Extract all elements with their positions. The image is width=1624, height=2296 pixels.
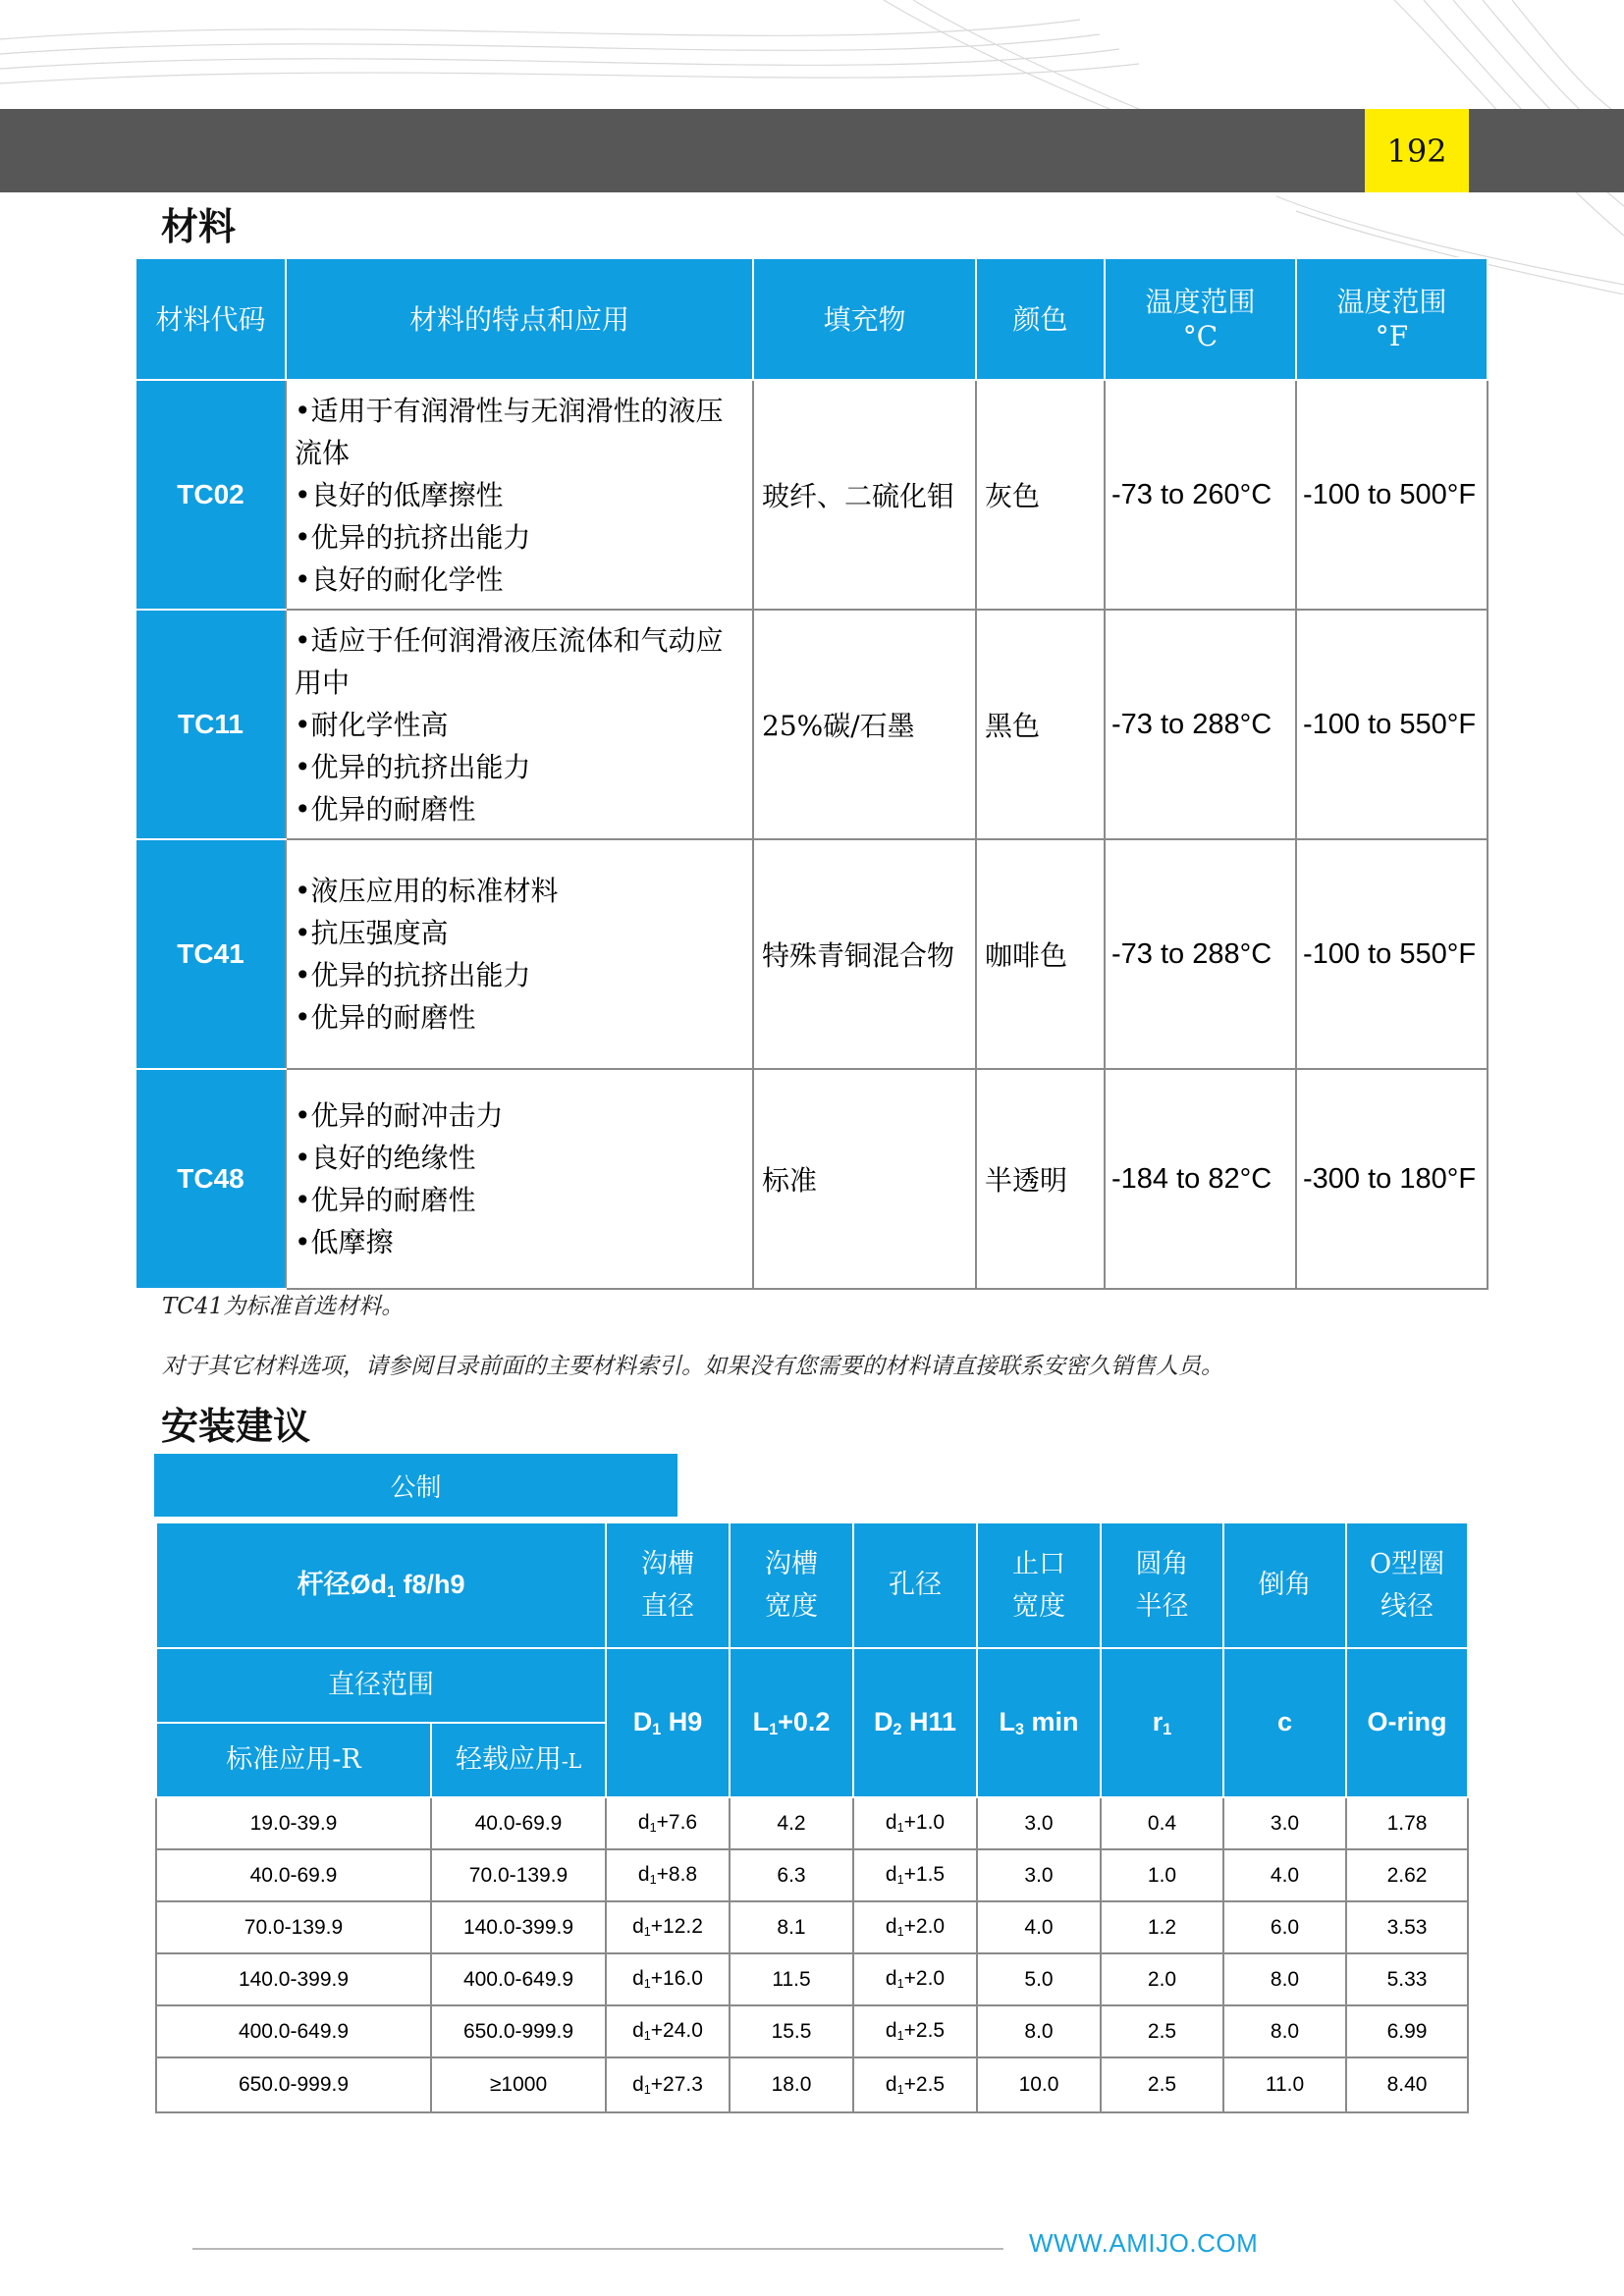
cell-d1-post: +8.8 [656,1863,698,1887]
cell-d2 [853,1849,977,1901]
cell-d2-post: +2.0 [903,1967,946,1991]
cell-c: 6.0 [1223,1901,1346,1953]
material-row [135,1069,1488,1289]
material-temp-c: -73 to 288°C [1105,839,1296,1069]
cell-d1 [606,1849,730,1901]
cell-oring: 1.78 [1346,1797,1468,1849]
cell-standard: 19.0-39.9 [156,1797,431,1849]
header-groove-width [730,1522,853,1648]
l1-tail: +0.2 [778,1707,831,1737]
header-material-code: 材料代码 [135,258,286,380]
material-temp-f: -100 to 550°F [1296,839,1488,1069]
materials-note-contact: 对于其它材料选项，请参阅目录前面的主要材料索引。如果没有您需要的材料请直接联系安密久销售人员。 [162,1354,1223,1379]
cell-oring: 2.62 [1346,1849,1468,1901]
installation-table [155,1522,1469,2113]
feature-line: •适用于有润滑性与无润滑性的液压 [295,394,724,427]
cell-l3: 8.0 [977,2005,1101,2057]
cell-d1-pre: d [632,2019,644,2043]
material-filler: 25%碳/石墨 [753,610,976,839]
cell-standard: 400.0-649.9 [156,2005,431,2057]
cell-d1-pre: d [632,1967,644,1991]
cell-light: 70.0-139.9 [431,1849,606,1901]
groove-diameter-line1: 沟槽 [641,1548,695,1579]
cell-d2 [853,1901,977,1953]
header-filler: 填充物 [753,258,976,380]
header-l1 [730,1648,853,1797]
feature-line: •耐化学性高 [295,708,449,741]
feature-line: 流体 [295,436,351,469]
cell-d1-sub: 1 [643,2083,651,2098]
cell-l3: 4.0 [977,1901,1101,1953]
d1-tail: H9 [661,1707,703,1737]
cell-d1-post: +7.6 [656,1811,698,1835]
stop-width-line2: 宽度 [1012,1591,1066,1622]
material-temp-c: -184 to 82°C [1105,1069,1296,1289]
cell-l3: 3.0 [977,1849,1101,1901]
cell-c: 8.0 [1223,1953,1346,2005]
material-code: TC11 [135,610,286,839]
d2-sub: 2 [893,1721,902,1739]
feature-line: •液压应用的标准材料 [295,875,559,907]
material-color: 灰色 [976,380,1105,610]
d2-tail: H11 [901,1707,957,1737]
cell-d1 [606,1901,730,1953]
cell-c: 3.0 [1223,1797,1346,1849]
cell-d2-pre: d [885,1967,897,1991]
l3-main: L [999,1707,1015,1737]
cell-d1-pre: d [632,1915,644,1939]
cell-d2-pre: d [885,1915,897,1939]
feature-line: •优异的抗挤出能力 [295,520,531,554]
cell-d2 [853,1953,977,2005]
material-temp-c: -73 to 288°C [1105,610,1296,839]
cell-c: 8.0 [1223,2005,1346,2057]
material-temp-f: -300 to 180°F [1296,1069,1488,1289]
header-oring-section [1346,1522,1468,1648]
cell-d1-sub: 1 [643,1977,651,1992]
header-c: c [1223,1648,1346,1797]
header-temp-c [1105,258,1296,380]
feature-line: •低摩擦 [295,1226,394,1258]
groove-width-line1: 沟槽 [765,1548,819,1579]
cell-standard: 140.0-399.9 [156,1953,431,2005]
groove-diameter-line2: 直径 [641,1591,695,1622]
feature-line: •优异的抗挤出能力 [295,959,531,991]
cell-d1-post: +16.0 [650,1967,703,1991]
r1-sub: 1 [1163,1721,1172,1739]
table-row [156,1901,1468,1953]
cell-c: 11.0 [1223,2057,1346,2112]
material-row [135,610,1488,839]
cell-c: 4.0 [1223,1849,1346,1901]
installation-header-row [156,1522,1468,1648]
material-color: 咖啡色 [976,839,1105,1069]
material-code: TC41 [135,839,286,1069]
table-row [156,2057,1468,2112]
header-stop-width [977,1522,1101,1648]
cell-d2-sub: 1 [896,1821,904,1836]
cell-oring: 6.99 [1346,2005,1468,2057]
material-features [286,610,753,839]
cell-oring: 5.33 [1346,1953,1468,2005]
cell-oring: 8.40 [1346,2057,1468,2112]
cell-d2-post: +2.0 [903,1915,946,1939]
cell-d2-post: +2.5 [903,2072,946,2096]
cell-r1: 1.2 [1101,1901,1223,1953]
material-filler: 标准 [753,1069,976,1289]
material-filler: 玻纤、二硫化钼 [753,380,976,610]
feature-line: •良好的低摩擦性 [295,478,504,511]
cell-r1: 0.4 [1101,1797,1223,1849]
fillet-radius-line2: 半径 [1135,1591,1189,1622]
header-temp-f-line1: 温度范围 [1336,286,1447,318]
material-features [286,839,753,1069]
rod-diameter-sub: 1 [386,1583,396,1602]
header-chamfer: 倒角 [1223,1522,1346,1648]
cell-l1: 15.5 [730,2005,853,2057]
d2-main: D [873,1707,893,1737]
cell-d1-post: +24.0 [650,2019,703,2043]
cell-d2-pre: d [885,2072,897,2096]
cell-l1: 18.0 [730,2057,853,2112]
header-rod-diameter [156,1522,606,1648]
material-temp-f: -100 to 500°F [1296,380,1488,610]
cell-l3: 3.0 [977,1797,1101,1849]
material-code: TC02 [135,380,286,610]
feature-line: •优异的耐磨性 [295,1001,476,1034]
rod-diameter-suffix: f8/h9 [396,1570,465,1600]
cell-light: 650.0-999.9 [431,2005,606,2057]
cell-d2-pre: d [885,1863,897,1887]
stop-width-line1: 止口 [1012,1548,1066,1579]
feature-line: •优异的耐磨性 [295,792,476,826]
cell-d1-pre: d [632,2072,644,2096]
material-row [135,380,1488,610]
material-temp-c: -73 to 260°C [1105,380,1296,610]
feature-line: •适应于任何润滑液压流体和气动应 [295,623,724,657]
r1-main: r [1152,1707,1164,1737]
materials-note-preferred: TC41为标准首选材料。 [162,1294,405,1319]
l3-tail: min [1024,1707,1079,1737]
header-l3-min [977,1648,1101,1797]
light-app-main: 轻载应用 [455,1744,562,1776]
header-standard-application: 标准应用-R [156,1723,431,1797]
cell-d1-sub: 1 [649,1821,657,1836]
footer-website-link[interactable]: WWW.AMIJO.COM [1029,2228,1259,2258]
header-bore: 孔径 [853,1522,977,1648]
cell-d2-sub: 1 [896,1977,904,1992]
material-row [135,839,1488,1069]
cell-d1 [606,2057,730,2112]
header-temp-f-line2: °F [1375,320,1409,352]
cell-d2 [853,1797,977,1849]
header-groove-diameter [606,1522,730,1648]
cell-d2-sub: 1 [896,2029,904,2044]
feature-line: •优异的耐磨性 [295,1184,476,1216]
cell-d2 [853,2057,977,2112]
cell-d2-pre: d [885,2019,897,2043]
header-temp-c-line2: °C [1182,320,1218,352]
oring-section-line2: 线径 [1380,1591,1435,1622]
cell-light: ≥1000 [431,2057,606,2112]
header-diameter-range: 直径范围 [156,1648,606,1723]
footer-divider [192,2248,1003,2250]
cell-d1-pre: d [637,1863,650,1887]
header-color: 颜色 [976,258,1105,380]
header-features: 材料的特点和应用 [286,258,753,380]
cell-d1-sub: 1 [649,1873,657,1888]
header-d1-h9 [606,1648,730,1797]
cell-l1: 4.2 [730,1797,853,1849]
material-filler: 特殊青铜混合物 [753,839,976,1069]
cell-light: 40.0-69.9 [431,1797,606,1849]
feature-line: •良好的耐化学性 [295,562,504,596]
feature-line: •良好的绝缘性 [295,1142,476,1174]
material-features [286,380,753,610]
table-row [156,2005,1468,2057]
cell-l3: 5.0 [977,1953,1101,2005]
cell-d1-sub: 1 [643,2029,651,2044]
feature-line: •抗压强度高 [295,917,449,949]
header-oring: O-ring [1346,1648,1468,1797]
cell-light: 140.0-399.9 [431,1901,606,1953]
material-color: 半透明 [976,1069,1105,1289]
installation-title: 安装建议 [161,1404,311,1448]
cell-d1-pre: d [637,1811,650,1835]
cell-d2-sub: 1 [896,1925,904,1940]
material-temp-f: -100 to 550°F [1296,610,1488,839]
cell-l1: 11.5 [730,1953,853,2005]
cell-r1: 1.0 [1101,1849,1223,1901]
cell-r1: 2.5 [1101,2005,1223,2057]
installation-subheader-row [156,1648,1468,1723]
cell-standard: 650.0-999.9 [156,2057,431,2112]
material-color: 黑色 [976,610,1105,839]
cell-d1-post: +27.3 [650,2072,703,2096]
fillet-radius-line1: 圆角 [1135,1548,1189,1579]
cell-d2 [853,2005,977,2057]
cell-l3: 10.0 [977,2057,1101,2112]
cell-d2-post: +1.5 [903,1863,946,1887]
cell-d2-post: +1.0 [903,1811,946,1835]
table-row [156,1953,1468,2005]
groove-width-line2: 宽度 [765,1591,819,1622]
header-d2-h11 [853,1648,977,1797]
cell-d1 [606,2005,730,2057]
material-code: TC48 [135,1069,286,1289]
light-app-suffix: -L [561,1749,582,1774]
d1-sub: 1 [652,1721,662,1739]
cell-r1: 2.0 [1101,1953,1223,2005]
metric-tab[interactable]: 公制 [154,1454,677,1517]
oring-section-line1: O型圈 [1369,1548,1445,1579]
cell-d2-sub: 1 [896,1873,904,1888]
feature-line: •优异的抗挤出能力 [295,750,531,783]
page-number: 192 [1365,109,1469,192]
cell-d2-pre: d [885,1811,897,1835]
cell-l1: 8.1 [730,1901,853,1953]
d1-main: D [632,1707,653,1737]
material-features [286,1069,753,1289]
l3-sub: 3 [1015,1721,1025,1739]
cell-d1 [606,1953,730,2005]
cell-oring: 3.53 [1346,1901,1468,1953]
cell-d1 [606,1797,730,1849]
l1-sub: 1 [769,1721,779,1739]
cell-d1-sub: 1 [643,1925,651,1940]
cell-l1: 6.3 [730,1849,853,1901]
rod-diameter-prefix: 杆径Ød [297,1570,387,1600]
l1-main: L [752,1707,770,1737]
cell-d2-post: +2.5 [903,2019,946,2043]
cell-standard: 70.0-139.9 [156,1901,431,1953]
cell-r1: 2.5 [1101,2057,1223,2112]
table-row [156,1797,1468,1849]
cell-d2-sub: 1 [896,2083,904,2098]
header-r1 [1101,1648,1223,1797]
feature-line: •优异的耐冲击力 [295,1099,504,1132]
cell-light: 400.0-649.9 [431,1953,606,2005]
cell-standard: 40.0-69.9 [156,1849,431,1901]
header-fillet-radius [1101,1522,1223,1648]
table-row [156,1849,1468,1901]
materials-title: 材料 [161,204,237,248]
materials-header-row [135,258,1488,380]
header-light-application [431,1723,606,1797]
header-temp-f [1296,258,1488,380]
cell-d1-post: +12.2 [650,1915,703,1939]
header-temp-c-line1: 温度范围 [1145,286,1256,318]
feature-line: 用中 [295,666,351,699]
materials-table [135,257,1489,1290]
